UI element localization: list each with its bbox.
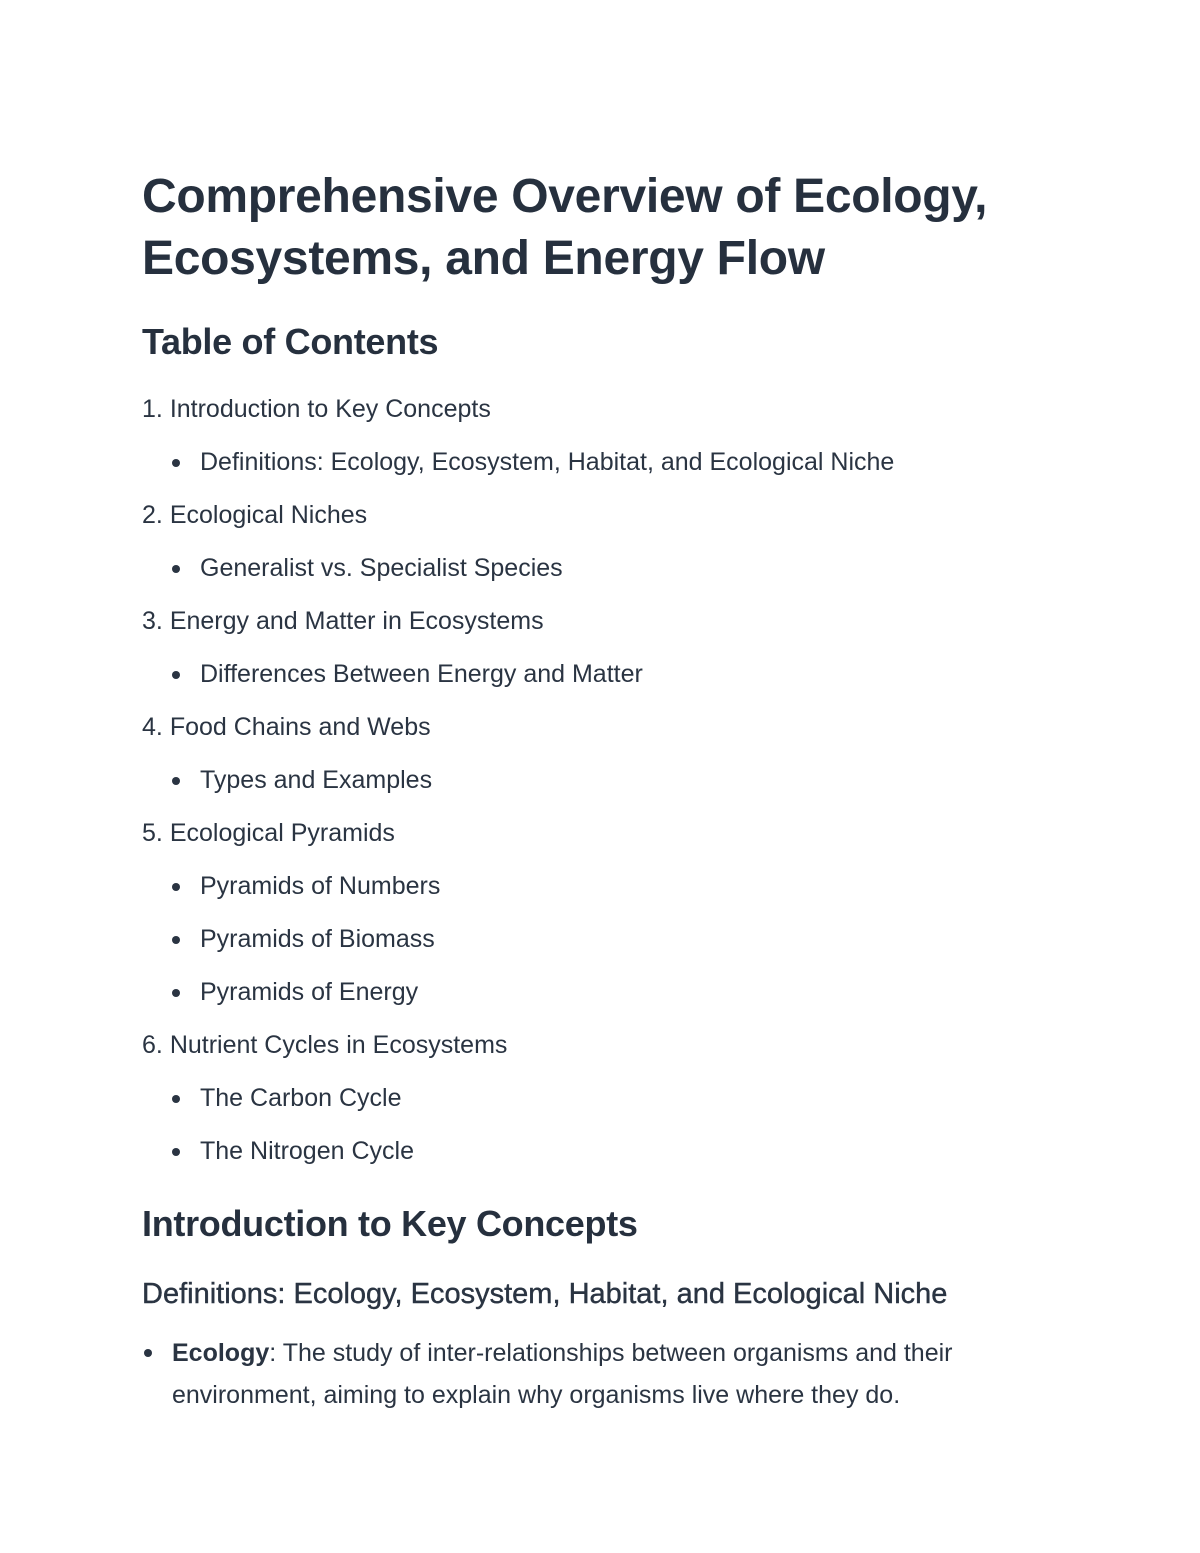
toc-item-ecological-niches[interactable]	[142, 498, 1072, 585]
toc-item-label: Food Chains and Webs	[169, 713, 431, 741]
toc-item-food-chains[interactable]	[142, 710, 1072, 797]
toc-item-number: 1.	[142, 395, 163, 423]
definition-term: Ecology	[172, 1339, 270, 1367]
toc-sublist	[142, 1081, 1072, 1168]
toc-item-number: 2.	[142, 501, 163, 529]
definitions-list	[142, 1332, 1072, 1416]
toc-subitem-label: Generalist vs. Specialist Species	[200, 554, 563, 582]
toc-sublist	[142, 551, 1072, 585]
definition-separator: :	[269, 1339, 277, 1367]
toc-subitem-label: Pyramids of Biomass	[200, 925, 435, 953]
toc-subitem-label: Definitions: Ecology, Ecosystem, Habitat, and Ecological Niche	[200, 448, 895, 476]
definition-item	[142, 1332, 1042, 1416]
toc-item-introduction[interactable]	[142, 392, 1072, 479]
toc-item-number: 4.	[142, 713, 163, 741]
bullet-icon	[144, 1349, 152, 1357]
toc-item-ecological-pyramids[interactable]	[142, 816, 1072, 1009]
toc-item-label: Introduction to Key Concepts	[169, 395, 491, 423]
toc-subitem-label: Differences Between Energy and Matter	[200, 660, 643, 688]
toc-subitem-carbon-cycle[interactable]	[142, 1081, 1072, 1115]
toc-item-number: 6.	[142, 1031, 163, 1059]
toc-item-energy-matter[interactable]	[142, 604, 1072, 691]
toc-item-nutrient-cycles[interactable]	[142, 1028, 1072, 1168]
toc-subitem-pyramids-energy[interactable]	[142, 975, 1072, 1009]
toc-subitem-label: Types and Examples	[200, 766, 433, 794]
toc-subitem-label: Pyramids of Numbers	[200, 872, 441, 900]
definition-text: The study of inter-relationships between organisms and their environment, aiming to explain why organisms live where they do.	[172, 1339, 953, 1409]
toc-sublist	[142, 445, 1072, 479]
document-title: Comprehensive Overview of Ecology, Ecosystems, and Energy Flow	[142, 170, 988, 285]
toc-heading: Table of Contents	[142, 321, 439, 362]
toc-sublist	[142, 657, 1072, 691]
toc-subitem-types-examples[interactable]	[142, 763, 1072, 797]
toc-subitem-pyramids-numbers[interactable]	[142, 869, 1072, 903]
bullet-icon	[172, 936, 180, 944]
bullet-icon	[172, 671, 180, 679]
bullet-icon	[172, 883, 180, 891]
toc-subitem-energy-matter-differences[interactable]	[142, 657, 1072, 691]
toc-subitem-label: Pyramids of Energy	[200, 978, 419, 1006]
toc-sublist	[142, 763, 1072, 797]
toc-sublist	[142, 869, 1072, 1009]
bullet-icon	[172, 1148, 180, 1156]
section-heading: Introduction to Key Concepts	[142, 1203, 638, 1244]
section-subheading: Definitions: Ecology, Ecosystem, Habitat, and Ecological Niche	[142, 1278, 948, 1310]
toc-item-label: Ecological Pyramids	[169, 819, 395, 847]
table-of-contents	[142, 392, 1072, 1168]
bullet-icon	[172, 989, 180, 997]
toc-item-number: 5.	[142, 819, 163, 847]
toc-subitem-definitions[interactable]	[142, 445, 1072, 479]
document-page	[142, 166, 1072, 1416]
toc-item-label: Ecological Niches	[169, 501, 368, 529]
bullet-icon	[172, 1095, 180, 1103]
toc-subitem-generalist-specialist[interactable]	[142, 551, 1072, 585]
toc-item-number: 3.	[142, 607, 163, 635]
bullet-icon	[172, 777, 180, 785]
bullet-icon	[172, 459, 180, 467]
toc-subitem-label: The Nitrogen Cycle	[200, 1137, 414, 1165]
bullet-icon	[172, 565, 180, 573]
toc-item-label: Energy and Matter in Ecosystems	[169, 607, 544, 635]
toc-subitem-label: The Carbon Cycle	[200, 1084, 402, 1112]
toc-item-label: Nutrient Cycles in Ecosystems	[169, 1031, 508, 1059]
toc-subitem-pyramids-biomass[interactable]	[142, 922, 1072, 956]
toc-subitem-nitrogen-cycle[interactable]	[142, 1134, 1072, 1168]
